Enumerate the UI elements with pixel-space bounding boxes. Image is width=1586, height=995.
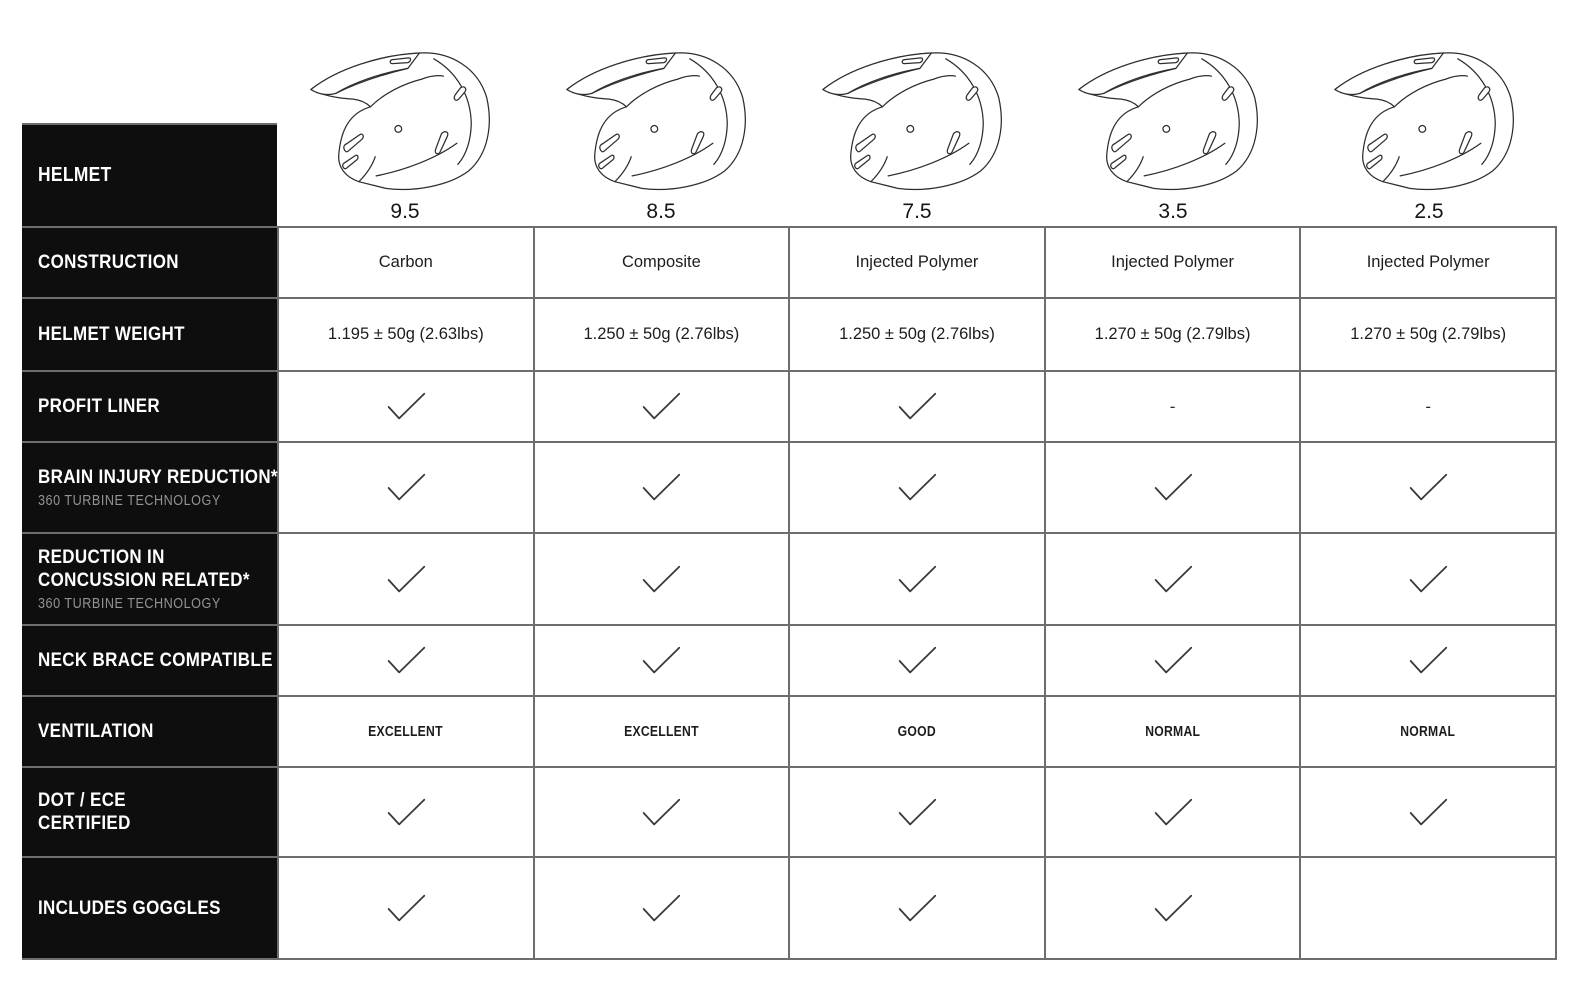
helmet-illustration-icon [1323,30,1535,198]
checkmark-icon [384,797,428,828]
table-cell [1044,228,1300,297]
row-label-cell [22,858,277,958]
table-cell [1044,626,1300,695]
row-profit-liner [22,370,1555,441]
table-cell [788,372,1044,441]
checkmark-cell-value [639,472,683,503]
row-label: DOT / ECE [38,789,126,811]
table-body [22,226,1557,960]
checkmark-icon [1406,797,1450,828]
cell-value: 1.195 ± 50g (2.63lbs) [327,325,484,343]
checkmark-cell-value [1406,645,1450,676]
checkmark-cell-value [384,797,428,828]
cell-value: NORMAL [1145,723,1201,740]
table-cell [533,697,789,766]
checkmark-cell-value [639,391,683,422]
corner-label-wrap [38,164,112,188]
checkmark-cell-value [384,472,428,503]
row-label: INCLUDES GOGGLES [38,896,221,919]
row-label-cell [22,372,277,441]
checkmark-icon [895,391,939,422]
checkmark-icon [639,797,683,828]
row-label-cell [22,443,277,532]
table-cell [277,372,533,441]
checkmark-icon [384,472,428,503]
helmet-illustration-icon [1067,30,1279,198]
table-cell [1044,697,1300,766]
comparison-table [22,0,1557,960]
checkmark-cell-value [1151,564,1195,595]
checkmark-icon [639,893,683,924]
table-cell [277,534,533,624]
table-cell [533,372,789,441]
table-cell [1299,626,1555,695]
checkmark-cell-value [384,645,428,676]
checkmark-cell-value [639,564,683,595]
row-construction [22,226,1555,297]
table-cell [788,299,1044,370]
table-cell [788,626,1044,695]
table-cell [1299,228,1555,297]
row-label: BRAIN INJURY REDUCTION* [38,466,278,488]
table-cell [533,228,789,297]
checkmark-cell-value [1151,645,1195,676]
checkmark-icon [895,564,939,595]
column-header-7-5 [789,0,1045,226]
cell-value: NORMAL [1400,723,1456,740]
checkmark-cell-value [1406,797,1450,828]
checkmark-cell-value [1151,797,1195,828]
checkmark-cell-value [895,391,939,422]
table-cell [788,443,1044,532]
table-cell [277,443,533,532]
table-cell [277,299,533,370]
table-cell [533,443,789,532]
row-label-cell [22,697,277,766]
cell-value: Injected Polymer [1366,253,1490,271]
table-cell [533,768,789,856]
table-header-row [22,0,1557,226]
cell-value: Composite [621,253,701,271]
cell-value: 1.270 ± 50g (2.79lbs) [1350,325,1507,343]
helmet-illustration-icon [555,30,767,198]
cell-value: Carbon [378,253,433,271]
checkmark-icon [895,893,939,924]
column-header-2-5 [1301,0,1557,226]
table-cell [1299,768,1555,856]
table-cell [1044,443,1300,532]
dash-cell-value: - [1169,396,1176,416]
checkmark-cell-value [895,564,939,595]
checkmark-cell-value [895,472,939,503]
checkmark-cell-value [639,893,683,924]
checkmark-cell-value [1406,564,1450,595]
table-cell [788,228,1044,297]
row-label: PROFIT LINER [38,395,160,417]
row-label-cell [22,626,277,695]
checkmark-icon [1151,645,1195,676]
checkmark-icon [384,893,428,924]
table-cell [1299,858,1555,958]
checkmark-icon [639,391,683,422]
row-label-cell [22,534,277,624]
column-header-3-5 [1045,0,1301,226]
table-cell [1299,299,1555,370]
table-cell [1044,299,1300,370]
table-cell [788,534,1044,624]
checkmark-cell-value [639,797,683,828]
checkmark-icon [1406,645,1450,676]
checkmark-cell-value [384,564,428,595]
row-label-line2: CERTIFIED [38,812,131,834]
row-label: REDUCTION IN [38,546,165,568]
corner-label: HELMET [38,163,112,186]
row-helmet-weight [22,297,1555,370]
checkmark-icon [1406,564,1450,595]
row-dot-ece-certified [22,766,1555,856]
row-label-cell [22,768,277,856]
table-cell [1299,443,1555,532]
model-number: 3.5 [1158,200,1188,223]
table-cell [277,697,533,766]
checkmark-icon [384,391,428,422]
row-label-cell [22,299,277,370]
row-brain-injury-reduction [22,441,1555,532]
table-cell [277,768,533,856]
checkmark-icon [639,472,683,503]
checkmark-icon [895,645,939,676]
checkmark-cell-value [1151,472,1195,503]
checkmark-cell-value [1151,893,1195,924]
table-cell [788,768,1044,856]
column-header-9-5 [277,0,533,226]
row-label: CONSTRUCTION [38,251,179,273]
cell-value: EXCELLENT [624,723,699,740]
dash-cell-value: - [1425,396,1431,416]
model-number: 7.5 [902,200,932,223]
checkmark-icon [1151,797,1195,828]
row-label-cell [22,228,277,297]
table-cell [1044,768,1300,856]
checkmark-cell-value [895,645,939,676]
model-number: 9.5 [390,200,420,223]
helmet-illustration-icon [811,30,1023,198]
row-reduction-in-concussion [22,532,1555,624]
checkmark-cell-value [384,391,428,422]
table-cell [533,858,789,958]
row-includes-goggles [22,856,1555,958]
checkmark-cell-value [895,893,939,924]
table-cell [277,858,533,958]
table-cell [788,858,1044,958]
table-cell [533,626,789,695]
table-cell [1299,697,1555,766]
table-cell [1299,534,1555,624]
checkmark-icon [1151,472,1195,503]
corner-header-cell [22,123,277,226]
column-header-8-5 [533,0,789,226]
row-sublabel: 360 TURBINE TECHNOLOGY [38,596,221,612]
helmet-illustration-icon [299,30,511,198]
checkmark-icon [895,472,939,503]
table-cell [1044,534,1300,624]
row-label: VENTILATION [38,720,154,742]
checkmark-cell-value [384,893,428,924]
row-label-line2: CONCUSSION RELATED* [38,569,250,591]
cell-value: 1.250 ± 50g (2.76lbs) [839,325,995,343]
table-cell [277,626,533,695]
cell-value: 1.270 ± 50g (2.79lbs) [1094,325,1251,343]
checkmark-icon [1406,472,1450,503]
row-label: NECK BRACE COMPATIBLE [38,649,273,671]
cell-value: 1.250 ± 50g (2.76lbs) [583,325,740,343]
table-cell [1044,372,1300,441]
checkmark-icon [639,645,683,676]
row-label: HELMET WEIGHT [38,323,185,345]
cell-value: EXCELLENT [368,723,444,740]
table-cell [1044,858,1300,958]
checkmark-icon [384,645,428,676]
checkmark-cell-value [639,645,683,676]
table-cell [533,534,789,624]
cell-value: GOOD [897,723,937,740]
cell-value: Injected Polymer [1111,253,1235,271]
table-cell [788,697,1044,766]
checkmark-cell-value [1406,472,1450,503]
checkmark-icon [1151,564,1195,595]
table-cell [277,228,533,297]
row-sublabel: 360 TURBINE TECHNOLOGY [38,493,221,509]
checkmark-icon [895,797,939,828]
table-cell [533,299,789,370]
checkmark-icon [384,564,428,595]
cell-value: Injected Polymer [855,253,979,271]
checkmark-icon [639,564,683,595]
model-number: 8.5 [646,200,676,223]
row-ventilation [22,695,1555,766]
table-cell [1299,372,1555,441]
checkmark-icon [1151,893,1195,924]
checkmark-cell-value [895,797,939,828]
row-neck-brace-compatible [22,624,1555,695]
model-number: 2.5 [1414,200,1444,223]
